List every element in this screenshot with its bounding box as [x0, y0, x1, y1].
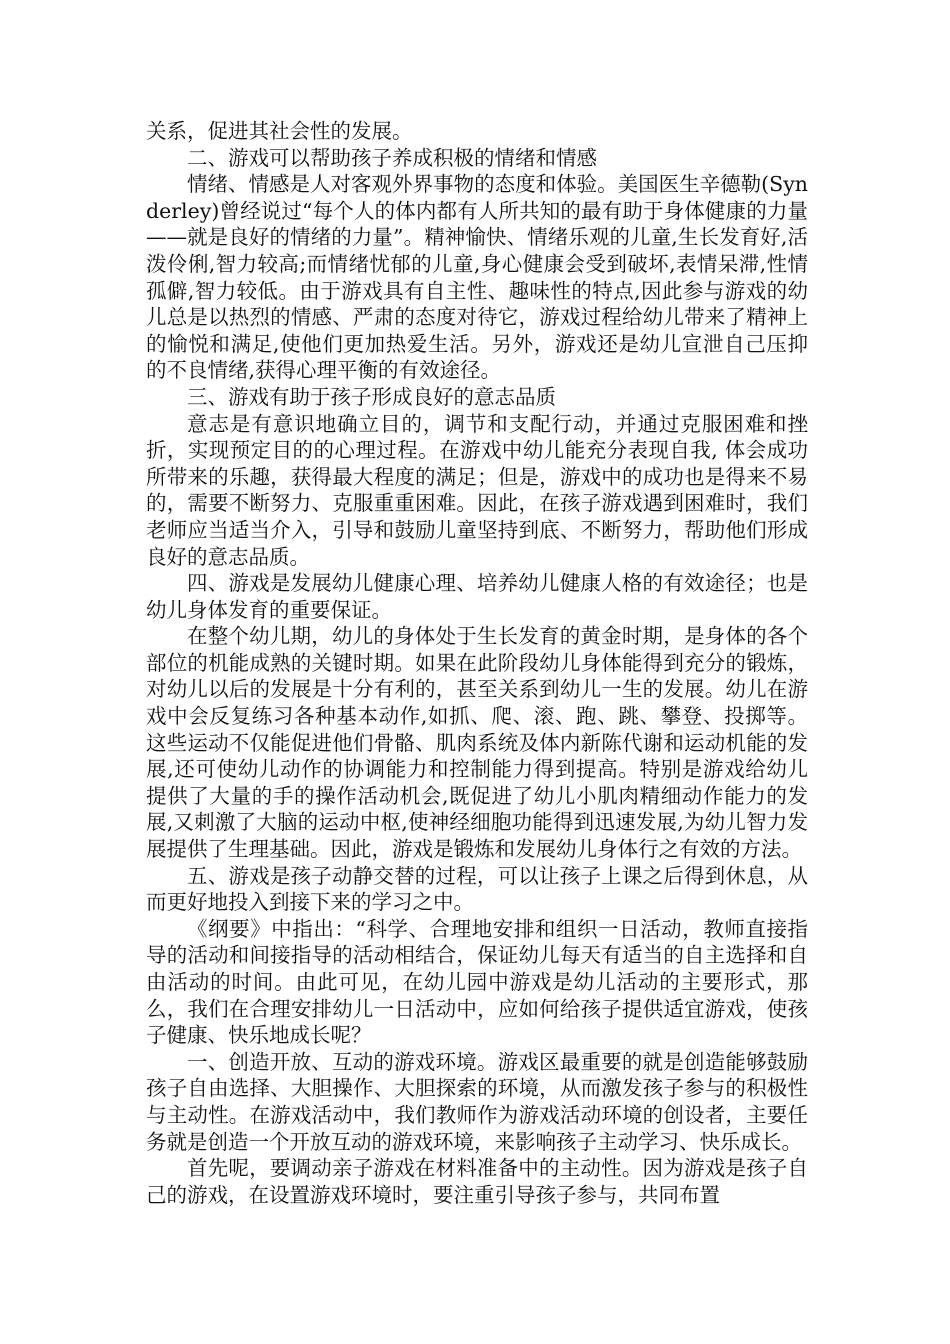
document-body [146, 118, 808, 1208]
section-heading-2: 二、游戏可以帮助孩子养成积极的情绪和情感 [187, 145, 597, 170]
paragraph-materials: 首先呢，要调动亲子游戏在材料准备中的主动性。因为游戏是孩子自己的游戏，在设置游戏环境时，要注重引导孩子参与，共同布置 [146, 1156, 808, 1207]
paragraph-willpower: 意志是有意识地确立目的，调节和支配行动，并通过克服困难和挫折，实现预定目的的心理过程。在游戏中幼儿能充分表现自我, 体会成功所带来的乐趣，获得最大程度的满足；但是，游戏中的成功也是得来不易的，需要不断努力、克服重重困难。因此，在孩子游戏遇到困难时，我们老师应当适当介入，引导和鼓励儿童坚持到底、不断努力，帮助他们形成良好的意志品质。 [146, 411, 808, 569]
paragraph-physical-development: 在整个幼儿期，幼儿的身体处于生长发育的黄金时期，是身体的各个部位的机能成熟的关键时期。如果在此阶段幼儿身体能得到充分的锻炼，对幼儿以后的发展是十分有利的，甚至关系到幼儿一生的发展。幼儿在游戏中会反复练习各种基本动作,如抓、爬、滚、跑、跳、攀登、投掷等。这些运动不仅能促进他们骨骼、肌肉系统及体内新陈代谢和运动机能的发展,还可使幼儿动作的协调能力和控制能力得到提高。特别是游戏给幼儿提供了大量的手的操作活动机会,既促进了幼儿小肌肉精细动作能力的发展,又刺激了大脑的运动中枢,使神经细胞功能得到迅速发展,为幼儿智力发展提供了生理基础。因此，游戏是锻炼和发展幼儿身体行之有效的方法。 [146, 624, 808, 862]
paragraph-guidelines: 《纲要》中指出：“科学、合理地安排和组织一日活动，教师直接指导的活动和间接指导的活动相结合，保证幼儿每天有适当的自主选择和自由活动的时间。由此可见，在幼儿园中游戏是幼儿活动的主要形式，那么，我们在合理安排幼儿一日活动中，应如何给孩子提供适宜游戏，使孩子健康、快乐地成长呢？ [146, 916, 808, 1048]
section-heading-5: 五、游戏是孩子动静交替的过程，可以让孩子上课之后得到休息，从而更好地投入到接下来的学习之中。 [146, 863, 808, 915]
paragraph-continuation: 关系，促进其社会性的发展。 [146, 119, 413, 143]
section-heading-4: 四、游戏是发展幼儿健康心理、培养幼儿健康人格的有效途径；也是幼儿身体发育的重要保证。 [146, 571, 808, 622]
section-heading-3: 三、游戏有助于孩子形成良好的意志品质 [187, 384, 556, 409]
paragraph-emotions: 情绪、情感是人对客观外界事物的态度和体验。美国医生辛德勒(Synderley)曾经说过“每个人的体内都有人所共知的最有助于身体健康的力量——就是良好的情绪的力量”。精神愉快、情绪乐观的儿童,生长发育好,活泼伶俐,智力较高;而情绪忧郁的儿童,身心健康会受到破坏,表情呆滞,性情孤僻,智力较低。由于游戏具有自主性、趣味性的特点,因此参与游戏的幼儿总是以热烈的情感、严肃的态度对待它，游戏过程给幼儿带来了精神上的愉悦和满足,使他们更加热爱生活。另外，游戏还是幼儿宣泄自己压抑的不良情绪,获得心理平衡的有效途径。 [146, 172, 808, 383]
paragraph-environment: 一、创造开放、互动的游戏环境。游戏区最重要的就是创造能够鼓励孩子自由选择、大胆操作、大胆探索的环境，从而激发孩子参与的积极性与主动性。在游戏活动中，我们教师作为游戏活动环境的创设者，主要任务就是创造一个开放互动的游戏环境，来影响孩子主动学习、快乐成长。 [146, 1049, 808, 1154]
